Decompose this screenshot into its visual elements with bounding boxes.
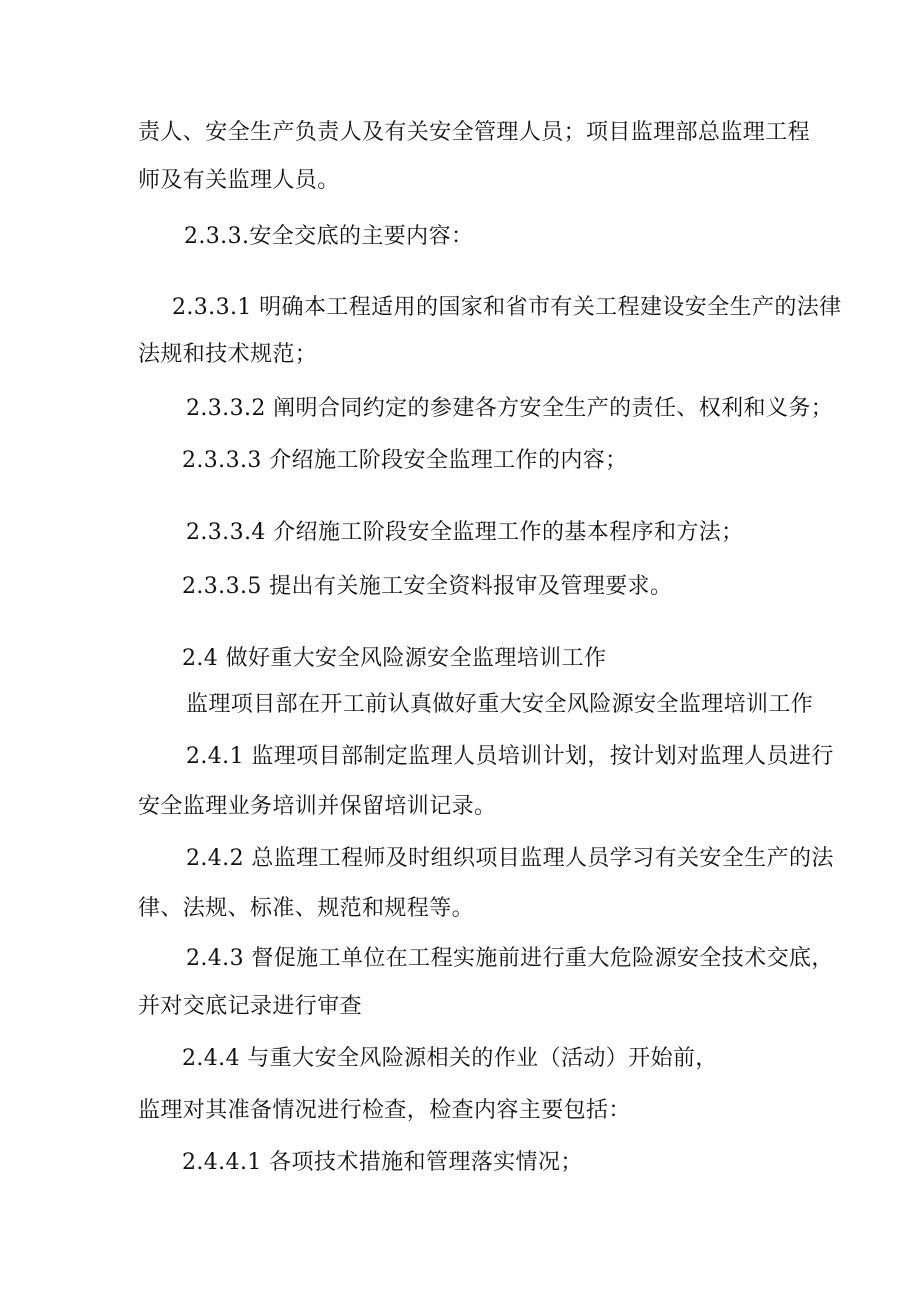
text-line: 2.3.3.3 介绍施工阶段安全监理工作的内容； (182, 448, 628, 473)
text-line: 2.4.4 与重大安全风险源相关的作业（活动）开始前， (182, 1046, 718, 1071)
text-line: 2.4.2 总监理工程师及时组织项目监理人员学习有关安全生产的法 (186, 846, 834, 871)
text-line: 2.3.3.4 介绍施工阶段安全监理工作的基本程序和方法； (186, 520, 744, 545)
text-line: 监理对其准备情况进行检查，检查内容主要包括： (138, 1098, 631, 1123)
text-line: 监理项目部在开工前认真做好重大安全风险源安全监理培训工作 (186, 692, 814, 717)
text-line: 律、法规、标准、规范和规程等。 (138, 896, 475, 921)
section-heading: 2.3.3.安全交底的主要内容： (184, 224, 474, 249)
text-line: 法规和技术规范； (138, 342, 318, 367)
text-line: 师及有关监理人员。 (138, 168, 340, 193)
text-line: 2.4.3 督促施工单位在工程实施前进行重大危险源安全技术交底， (186, 946, 834, 971)
section-heading: 2.4 做好重大安全风险源安全监理培训工作 (182, 646, 607, 671)
text-line: 责人、安全生产负责人及有关安全管理人员；项目监理部总监理工程 (138, 120, 811, 145)
text-line: 2.4.4.1 各项技术措施和管理落实情况； (182, 1150, 583, 1175)
text-line: 2.3.3.5 提出有关施工安全资料报审及管理要求。 (182, 574, 673, 599)
text-line: 2.3.3.1 明确本工程适用的国家和省市有关工程建设安全生产的法律 (172, 295, 842, 320)
text-line: 安全监理业务培训并保留培训记录。 (138, 794, 497, 819)
text-line: 并对交底记录进行审查 (138, 994, 363, 1019)
text-line: 2.4.1 监理项目部制定监理人员培训计划，按计划对监理人员进行 (186, 744, 834, 769)
text-line: 2.3.3.2 阐明合同约定的参建各方安全生产的责任、权利和义务； (186, 396, 834, 421)
